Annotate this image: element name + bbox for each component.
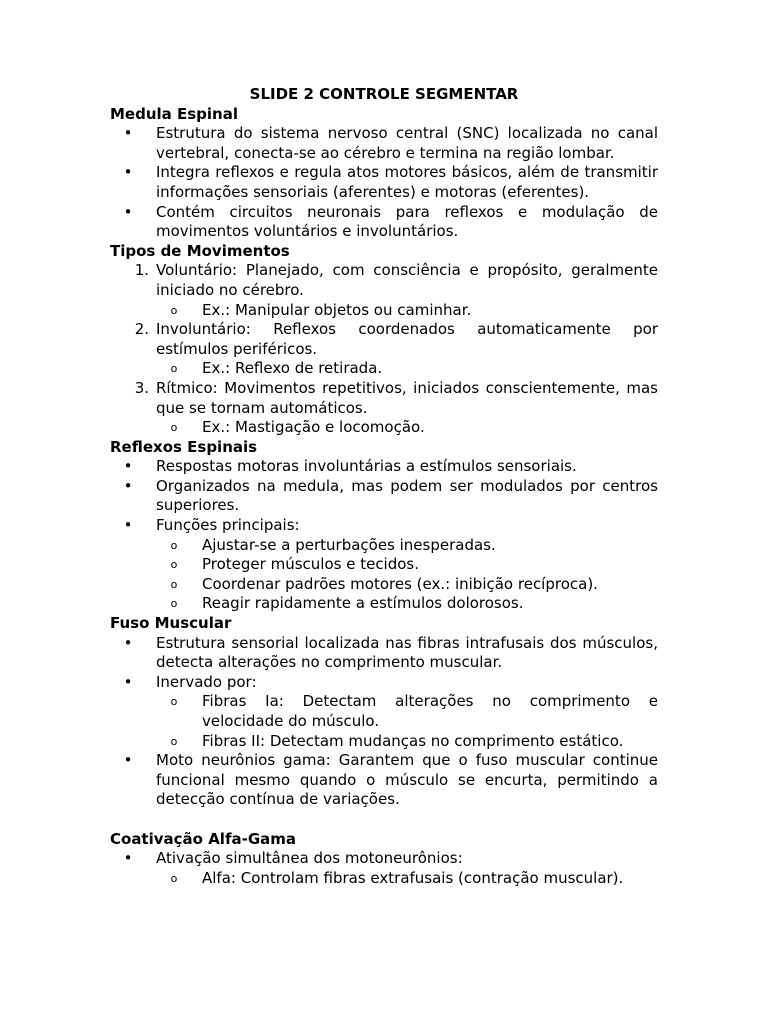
sub-list — [156, 692, 658, 751]
sub-item-text: Fibras II: Detectam mudanças no comprimento estático. — [202, 731, 624, 750]
list-item — [110, 457, 658, 477]
tipos-de-movimentos-list — [110, 261, 658, 437]
sub-list-item — [156, 692, 658, 731]
sub-list-item — [156, 301, 658, 321]
sub-item-text: Proteger músculos e tecidos. — [202, 555, 420, 574]
numbered-item — [110, 261, 658, 300]
bullet-marker: • — [123, 163, 133, 182]
sub-item-text: Coordenar padrões motores (ex.: inibição recíproca). — [202, 574, 598, 593]
sub-list-item — [156, 359, 658, 379]
sub-list-item — [156, 575, 658, 595]
section-heading-medula-espinal: Medula Espinal — [110, 104, 238, 123]
sub-bullet-marker: o — [170, 577, 178, 591]
sub-list — [156, 869, 658, 889]
sub-bullet-marker: o — [170, 871, 178, 885]
number-marker: 3. — [134, 378, 149, 397]
bullet-marker: • — [123, 633, 133, 652]
list-item-text: Estrutura sensorial localizada nas fibras intrafusais dos músculos, detecta alterações no comprimento muscular. — [156, 633, 658, 672]
fuso-muscular-list — [110, 634, 658, 810]
sub-list — [110, 359, 658, 379]
sub-bullet-marker: o — [170, 695, 178, 709]
list-item-text: Estrutura do sistema nervoso central (SNC) localizada no canal vertebral, conecta-se ao cérebro e termina na região lombar. — [156, 124, 658, 162]
list-item — [110, 634, 658, 673]
list-item-text: Inervado por: — [156, 672, 257, 691]
sub-list — [156, 536, 658, 614]
bullet-marker: • — [123, 672, 133, 691]
medula-espinal-list — [110, 124, 658, 242]
numbered-item — [110, 320, 658, 359]
section-heading-fuso-muscular: Fuso Muscular — [110, 614, 232, 633]
document-title: SLIDE 2 CONTROLE SEGMENTAR — [249, 85, 519, 103]
bullet-marker: • — [123, 124, 133, 143]
list-item — [110, 124, 658, 163]
sub-list-item — [156, 594, 658, 614]
list-item — [110, 849, 658, 888]
sublist-wrapper — [110, 301, 658, 321]
number-marker: 2. — [134, 320, 149, 339]
sub-item-text: Alfa: Controlam fibras extrafusais (contração muscular). — [202, 868, 624, 887]
number-marker: 1. — [134, 261, 149, 280]
sub-list-item — [156, 869, 658, 889]
list-item-text: Involuntário: Reflexos coordenados automaticamente por estímulos periféricos. — [156, 320, 658, 358]
section-heading-coativacao-alfa-gama: Coativação Alfa-Gama — [110, 829, 296, 848]
list-item-text: Contém circuitos neuronais para reflexos e modulação de movimentos voluntários e involuntários. — [156, 202, 658, 241]
list-item-text: Organizados na medula, mas podem ser modulados por centros superiores. — [156, 476, 658, 515]
list-item-text: Integra reflexos e regula atos motores básicos, além de transmitir informações sensoriais (aferentes) e motoras (eferentes). — [156, 163, 658, 201]
sub-list — [110, 301, 658, 321]
section-heading-tipos-de-movimentos: Tipos de Movimentos — [110, 241, 290, 260]
sub-bullet-marker: o — [170, 362, 178, 376]
document-body — [110, 85, 658, 888]
sub-list — [110, 418, 658, 438]
sub-bullet-marker: o — [170, 421, 178, 435]
bullet-marker: • — [123, 751, 133, 770]
list-item-text: Rítmico: Movimentos repetitivos, iniciados conscientemente, mas que se tornam automáticos. — [156, 378, 658, 417]
sub-item-text: Ajustar-se a perturbações inesperadas. — [202, 535, 496, 554]
sub-item-text: Ex.: Reflexo de retirada. — [202, 359, 383, 378]
sub-bullet-marker: o — [170, 303, 178, 317]
sub-list-item — [156, 732, 658, 752]
sub-item-text: Fibras Ia: Detectam alterações no comprimento e velocidade do músculo. — [202, 692, 658, 730]
bullet-marker: • — [123, 457, 133, 476]
list-item-text: Respostas motoras involuntárias a estímulos sensoriais. — [156, 457, 577, 476]
sub-list-item — [156, 555, 658, 575]
blank-line — [110, 810, 658, 830]
list-item-text: Ativação simultânea dos motoneurônios: — [156, 849, 463, 868]
list-item-text: Funções principais: — [156, 516, 300, 535]
coativacao-list — [110, 849, 658, 888]
bullet-marker: • — [123, 849, 133, 868]
sub-item-text: Ex.: Mastigação e locomoção. — [202, 418, 425, 437]
sublist-wrapper — [110, 359, 658, 379]
sublist-wrapper — [110, 418, 658, 438]
sub-list-item — [156, 418, 658, 438]
bullet-marker: • — [123, 202, 133, 221]
list-item-text: Moto neurônios gama: Garantem que o fuso muscular continue funcional mesmo quando o músculo se encurta, permitindo a detecção contínua de variações. — [156, 751, 658, 809]
sub-bullet-marker: o — [170, 597, 178, 611]
numbered-item — [110, 379, 658, 418]
sub-list-item — [156, 536, 658, 556]
list-item — [110, 203, 658, 242]
reflexos-espinais-list — [110, 457, 658, 614]
list-item-text: Voluntário: Planejado, com consciência e propósito, geralmente iniciado no cérebro. — [156, 261, 658, 299]
sub-bullet-marker: o — [170, 734, 178, 748]
list-item — [110, 163, 658, 202]
sub-item-text: Reagir rapidamente a estímulos dolorosos. — [202, 594, 524, 613]
sub-item-text: Ex.: Manipular objetos ou caminhar. — [202, 300, 472, 319]
list-item — [110, 516, 658, 614]
list-item — [110, 673, 658, 751]
bullet-marker: • — [123, 476, 133, 495]
sub-bullet-marker: o — [170, 558, 178, 572]
sub-bullet-marker: o — [170, 538, 178, 552]
list-item — [110, 477, 658, 516]
section-heading-reflexos-espinais: Reflexos Espinais — [110, 437, 258, 456]
list-item — [110, 751, 658, 810]
bullet-marker: • — [123, 516, 133, 535]
